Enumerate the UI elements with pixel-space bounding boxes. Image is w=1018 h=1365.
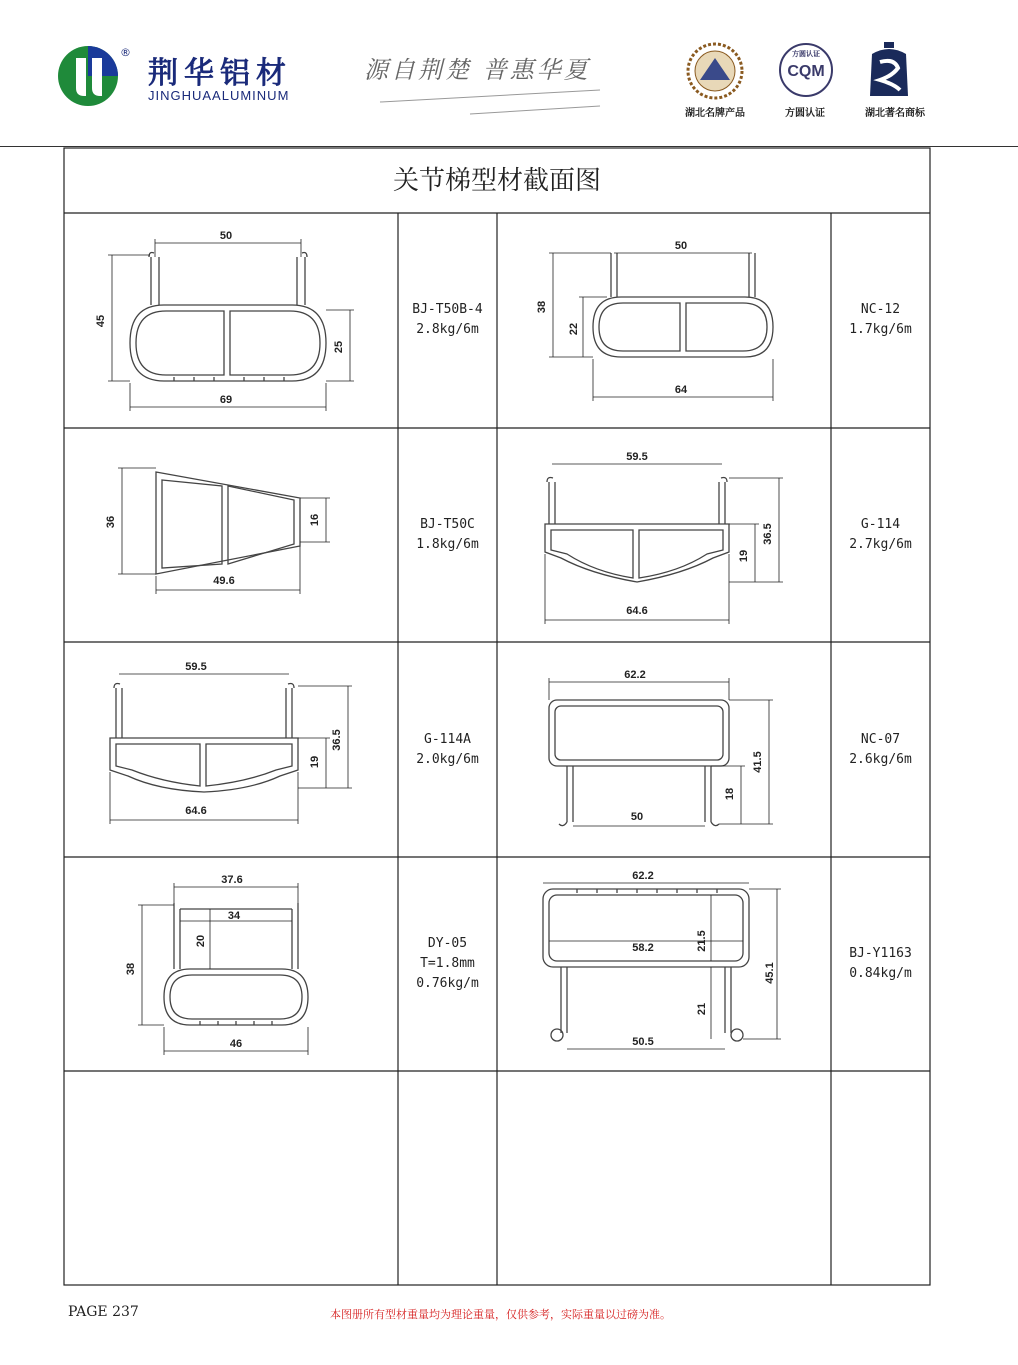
profile-label-bj-t50c: [398, 515, 497, 555]
dim-label: 18: [724, 787, 736, 801]
dim-label: 50.5: [632, 1036, 654, 1048]
profile-drawing-g-114a: [64, 642, 398, 857]
dim-label: 46: [229, 1038, 243, 1050]
dim-label: 64.6: [185, 805, 207, 817]
dim-label: 16: [309, 513, 321, 527]
profile-code: NC-07: [860, 732, 901, 747]
brand-name-en: JINGHUAALUMINUM: [148, 88, 290, 103]
profile-code: BJ-T50C: [420, 517, 475, 532]
profile-weight: 2.7kg/6m: [849, 537, 912, 552]
profile-code: G-114: [860, 517, 901, 532]
profile-code: G-114A: [424, 732, 471, 747]
profile-label-g-114: [831, 515, 930, 555]
dim-label: 38: [536, 300, 548, 314]
profile-code: DY-05: [427, 936, 468, 951]
profile-weight: 2.6kg/6m: [849, 752, 912, 767]
profile-label-nc-07: [831, 730, 930, 770]
dim-label: 45: [95, 314, 107, 328]
dim-label: 50: [630, 811, 644, 823]
cert-label-hubei-brand: 湖北名牌产品: [685, 108, 745, 119]
dim-label: 34: [227, 910, 241, 922]
profile-drawing-nc-12: [497, 213, 831, 428]
dim-label: 37.6: [221, 874, 243, 886]
dim-label: 69: [219, 394, 233, 406]
profile-code: NC-12: [860, 302, 901, 317]
dim-label: 64: [674, 384, 688, 396]
profile-weight: 1.8kg/6m: [416, 537, 479, 552]
dim-label: 36.5: [762, 523, 774, 545]
profile-weight: 0.84kg/m: [849, 966, 912, 981]
dim-label: 20: [195, 934, 207, 948]
profile-drawing-bj-y1163: [497, 857, 831, 1071]
profile-drawing-nc-07: [497, 642, 831, 857]
dim-label: 21.5: [696, 930, 708, 952]
dim-label: 49.6: [213, 575, 235, 587]
profile-thickness: T=1.8mm: [420, 956, 475, 971]
dim-label: 50: [674, 240, 688, 252]
profile-drawing-bj-t50b-4: [64, 213, 398, 428]
profile-weight: 2.8kg/6m: [416, 322, 479, 337]
dim-label: 22: [568, 322, 580, 336]
profile-code: BJ-Y1163: [849, 946, 912, 961]
dim-label: 58.2: [632, 942, 654, 954]
profile-drawing-bj-t50c: [64, 428, 398, 642]
page-title: 关节梯型材截面图: [392, 166, 601, 196]
dim-label: 19: [738, 549, 750, 563]
dim-label: 25: [333, 340, 345, 354]
dim-label: 36: [105, 515, 117, 529]
dim-label: 36.5: [331, 729, 343, 751]
registered-mark: ®: [120, 46, 131, 59]
profile-weight: 1.7kg/6m: [849, 322, 912, 337]
dim-label: 62.2: [632, 870, 654, 882]
dim-label: 19: [309, 755, 321, 769]
profile-label-g-114a: [398, 730, 497, 770]
profile-label-nc-12: [831, 300, 930, 340]
dim-label: 45.1: [764, 962, 776, 984]
dim-label: 38: [125, 962, 137, 976]
profile-code: BJ-T50B-4: [412, 302, 483, 317]
dim-label: 41.5: [752, 751, 764, 773]
dim-label: 64.6: [626, 605, 648, 617]
profile-weight: 0.76kg/m: [416, 976, 479, 991]
dim-label: 21: [696, 1002, 708, 1016]
page-number: PAGE 237: [68, 1304, 139, 1320]
cert-label-famous-trademark: 湖北著名商标: [865, 108, 925, 119]
profile-drawing-g-114: [497, 428, 831, 642]
profile-label-dy-05: [398, 934, 497, 994]
dim-label: 59.5: [185, 661, 207, 673]
profile-label-bj-y1163: [831, 944, 930, 984]
slogan: 源自荆楚 普惠华夏: [364, 56, 591, 84]
brand-name-cn: 荆华铝材: [148, 56, 292, 91]
cqm-logo-text: CQM: [787, 63, 825, 80]
footer-disclaimer: 本图册所有型材重量均为理论重量，仅供参考，实际重量以过磅为准。: [330, 1308, 671, 1321]
profile-weight: 2.0kg/6m: [416, 752, 479, 767]
dim-label: 50: [219, 230, 233, 242]
profile-label-bj-t50b-4: [398, 300, 497, 340]
cqm-logo-sub: 方圆认证: [792, 51, 820, 58]
profile-drawing-dy-05: [64, 857, 398, 1071]
cert-label-cqm: 方圆认证: [785, 108, 825, 119]
dim-label: 62.2: [624, 669, 646, 681]
dim-label: 59.5: [626, 451, 648, 463]
